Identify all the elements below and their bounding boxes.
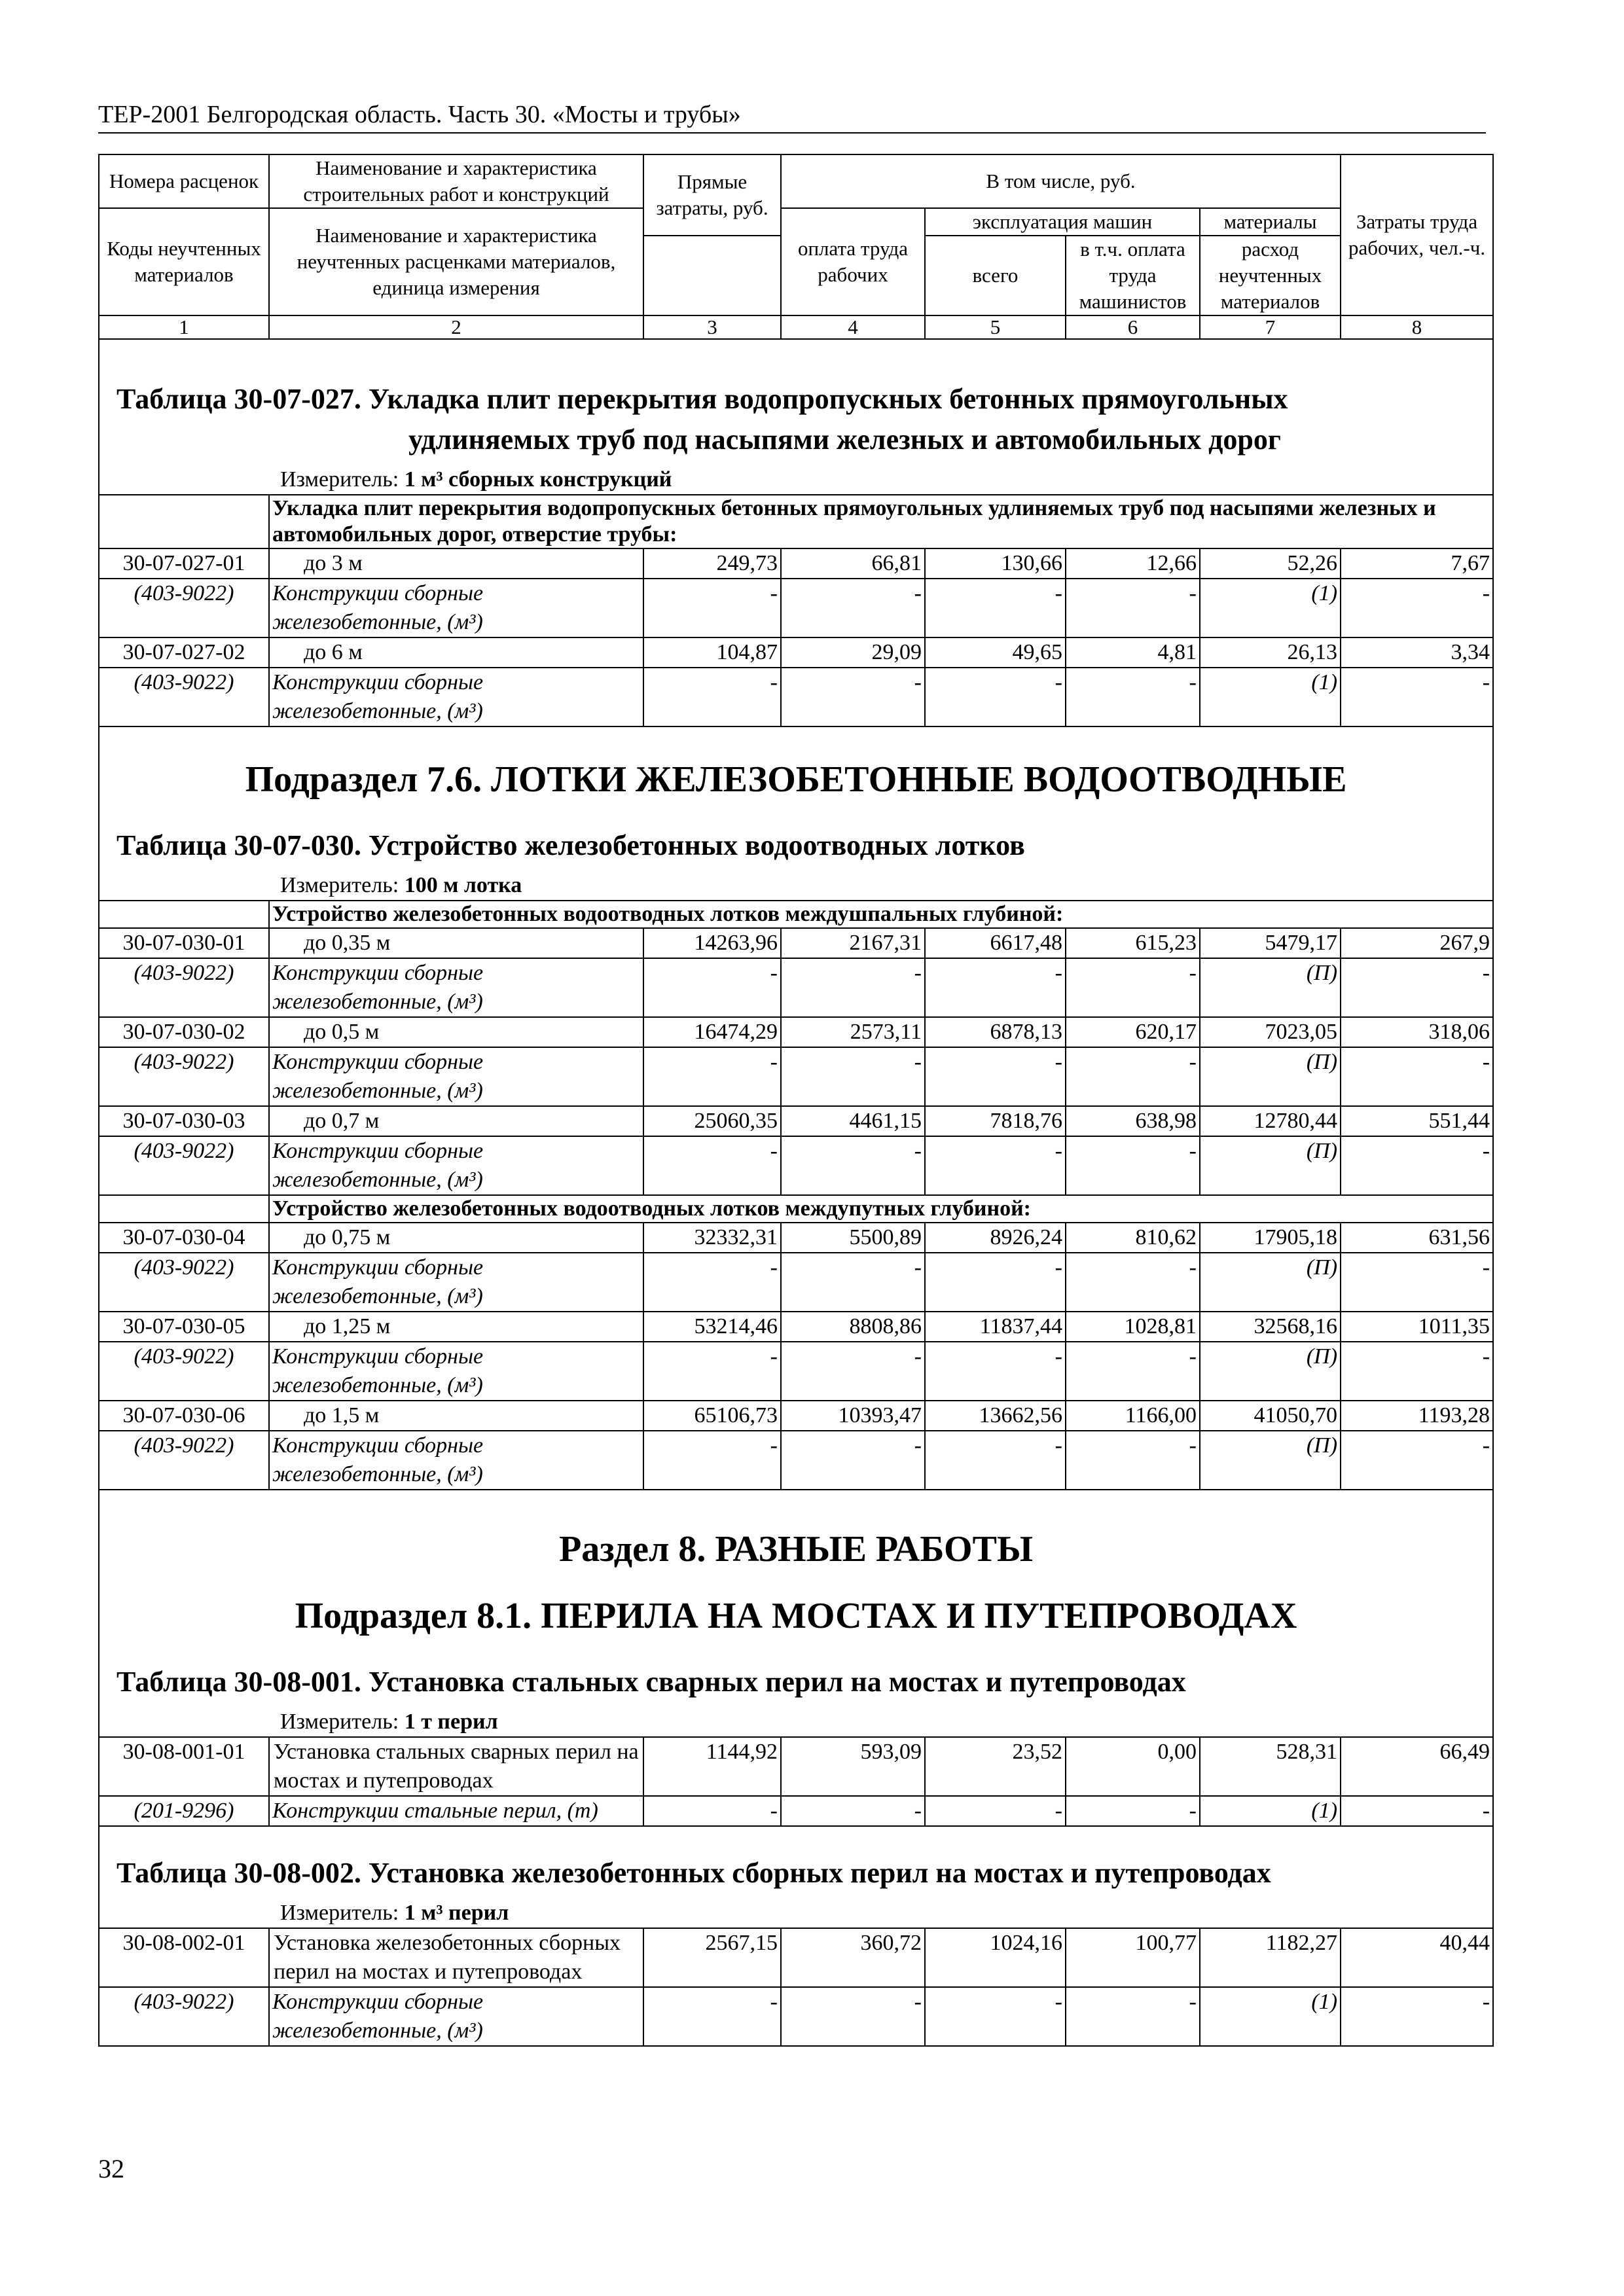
section-title-8: Раздел 8. РАЗНЫЕ РАБОТЫ [99,1490,1493,1575]
table-row: 30-08-001-01 Установка стальных сварных перил на мостах и путепроводах 1144,92 593,09 23,52 0,00 528,31 66,49 [99,1737,1493,1796]
group-heading: Устройство железобетонных водоотводных лотков междушпальных глубиной: [269,901,1493,928]
material-row: (403-9022) Конструкции сборные железобетонные, (м³) - - - - (П) - [99,1047,1493,1106]
including-header: В том числе, руб. [781,154,1341,208]
table-title-30-08-002: Таблица 30-08-002. Установка железобетонных сборных перил на мостах и путепроводах [99,1826,1493,1899]
col-number: 7 [1200,315,1341,339]
col5-header: всего [925,236,1066,315]
unit-line: Измеритель: 1 м³ сборных конструкций [99,465,1493,495]
running-header: ТЕР-2001 Белгородская область. Часть 30. «Мосты и трубы» [98,98,1486,134]
material-row: (201-9296) Конструкции стальные перил, (т) - - - - (1) - [99,1796,1493,1826]
col-number: 5 [925,315,1066,339]
table-row: 30-07-030-01 до 0,35 м 14263,96 2167,31 6617,48 615,23 5479,17 267,9 [99,928,1493,958]
col3-header-spacer [643,236,781,315]
material-row: (403-9022) Конструкции сборные железобетонные, (м³) - - - - (1) - [99,579,1493,637]
material-row: (403-9022) Конструкции сборные железобетонные, (м³) - - - - (П) - [99,1136,1493,1195]
col8-header: Затраты труда рабочих, чел.-ч. [1341,154,1493,315]
material-row: (403-9022) Конструкции сборные железобетонные, (м³) - - - - (1) - [99,1987,1493,2046]
material-row: (403-9022) Конструкции сборные железобетонные, (м³) - - - - (П) - [99,1253,1493,1312]
col-number: 2 [269,315,643,339]
group-heading: Укладка плит перекрытия водопропускных бетонных прямоугольных удлиняемых труб под насыпями железных и автомобильных дорог, отверстие трубы: [269,495,1493,548]
col-number: 6 [1066,315,1200,339]
table-row: 30-08-002-01 Установка железобетонных сборных перил на мостах и путепроводах 2567,15 360,72 1024,16 100,77 1182,27 40,44 [99,1928,1493,1987]
machines-header: эксплуатация машин [925,208,1200,236]
col-number: 3 [643,315,781,339]
unit-line: Измеритель: 1 м³ перил [99,1899,1493,1928]
materials-header: материалы [1200,208,1341,236]
col-number: 1 [99,315,269,339]
col-number: 8 [1341,315,1493,339]
table-title-line2: удлиняемых труб под насыпями железных и автомобильных дорог [408,423,1281,456]
rates-table [98,154,1494,2047]
unit-line: Измеритель: 100 м лотка [99,871,1493,901]
table-row: 30-07-030-06 до 1,5 м 65106,73 10393,47 13662,56 1166,00 41050,70 1193,28 [99,1401,1493,1431]
col2-bottom-header: Наименование и характеристика неучтенных расценками материалов, единица измерения [269,208,643,315]
col7-header: расход неучтенных материалов [1200,236,1341,315]
unit-line: Измеритель: 1 т перил [99,1708,1493,1737]
table-title-line1: Таблица 30-07-027. Укладка плит перекрытия водопропускных бетонных прямоугольных [117,383,1288,415]
table-title-30-08-001: Таблица 30-08-001. Установка стальных сварных перил на мостах и путепроводах [99,1662,1493,1708]
table-title-30-07-030: Таблица 30-07-030. Устройство железобетонных водоотводных лотков [99,825,1493,871]
col6-header: в т.ч. оплата труда машинистов [1066,236,1200,315]
material-row: (403-9022) Конструкции сборные железобетонные, (м³) - - - - (П) - [99,1342,1493,1401]
table-row: 30-07-027-01 до 3 м 249,73 66,81 130,66 12,66 52,26 7,67 [99,548,1493,579]
table-row: 30-07-030-04 до 0,75 м 32332,31 5500,89 8926,24 810,62 17905,18 631,56 [99,1223,1493,1253]
material-row: (403-9022) Конструкции сборные железобетонные, (м³) - - - - (П) - [99,1431,1493,1490]
subsection-title-8-1: Подраздел 8.1. ПЕРИЛА НА МОСТАХ И ПУТЕПРОВОДАХ [99,1575,1493,1662]
table-row: 30-07-027-02 до 6 м 104,87 29,09 49,65 4,81 26,13 3,34 [99,637,1493,668]
col3-header: Прямые затраты, руб. [643,154,781,236]
material-row: (403-9022) Конструкции сборные железобетонные, (м³) - - - - (П) - [99,958,1493,1017]
table-row: 30-07-030-02 до 0,5 м 16474,29 2573,11 6878,13 620,17 7023,05 318,06 [99,1017,1493,1047]
subsection-title-7-6: Подраздел 7.6. ЛОТКИ ЖЕЛЕЗОБЕТОННЫЕ ВОДООТВОДНЫЕ [99,726,1493,825]
material-row: (403-9022) Конструкции сборные железобетонные, (м³) - - - - (1) - [99,668,1493,726]
col2-top-header: Наименование и характеристика строительных работ и конструкций [269,154,643,208]
col1-bottom-header: Коды неучтенных материалов [99,208,269,315]
table-row: 30-07-030-03 до 0,7 м 25060,35 4461,15 7818,76 638,98 12780,44 551,44 [99,1106,1493,1136]
col4-header: оплата труда рабочих [781,208,925,315]
group-heading: Устройство железобетонных водоотводных лотков междупутных глубиной: [269,1195,1493,1223]
page-number: 32 [98,2154,124,2183]
table-header [99,154,1493,339]
table-row: 30-07-030-05 до 1,25 м 53214,46 8808,86 11837,44 1028,81 32568,16 1011,35 [99,1312,1493,1342]
col1-top-header: Номера расценок [99,154,269,208]
table-title-30-07-027 [99,339,1493,465]
col-number: 4 [781,315,925,339]
